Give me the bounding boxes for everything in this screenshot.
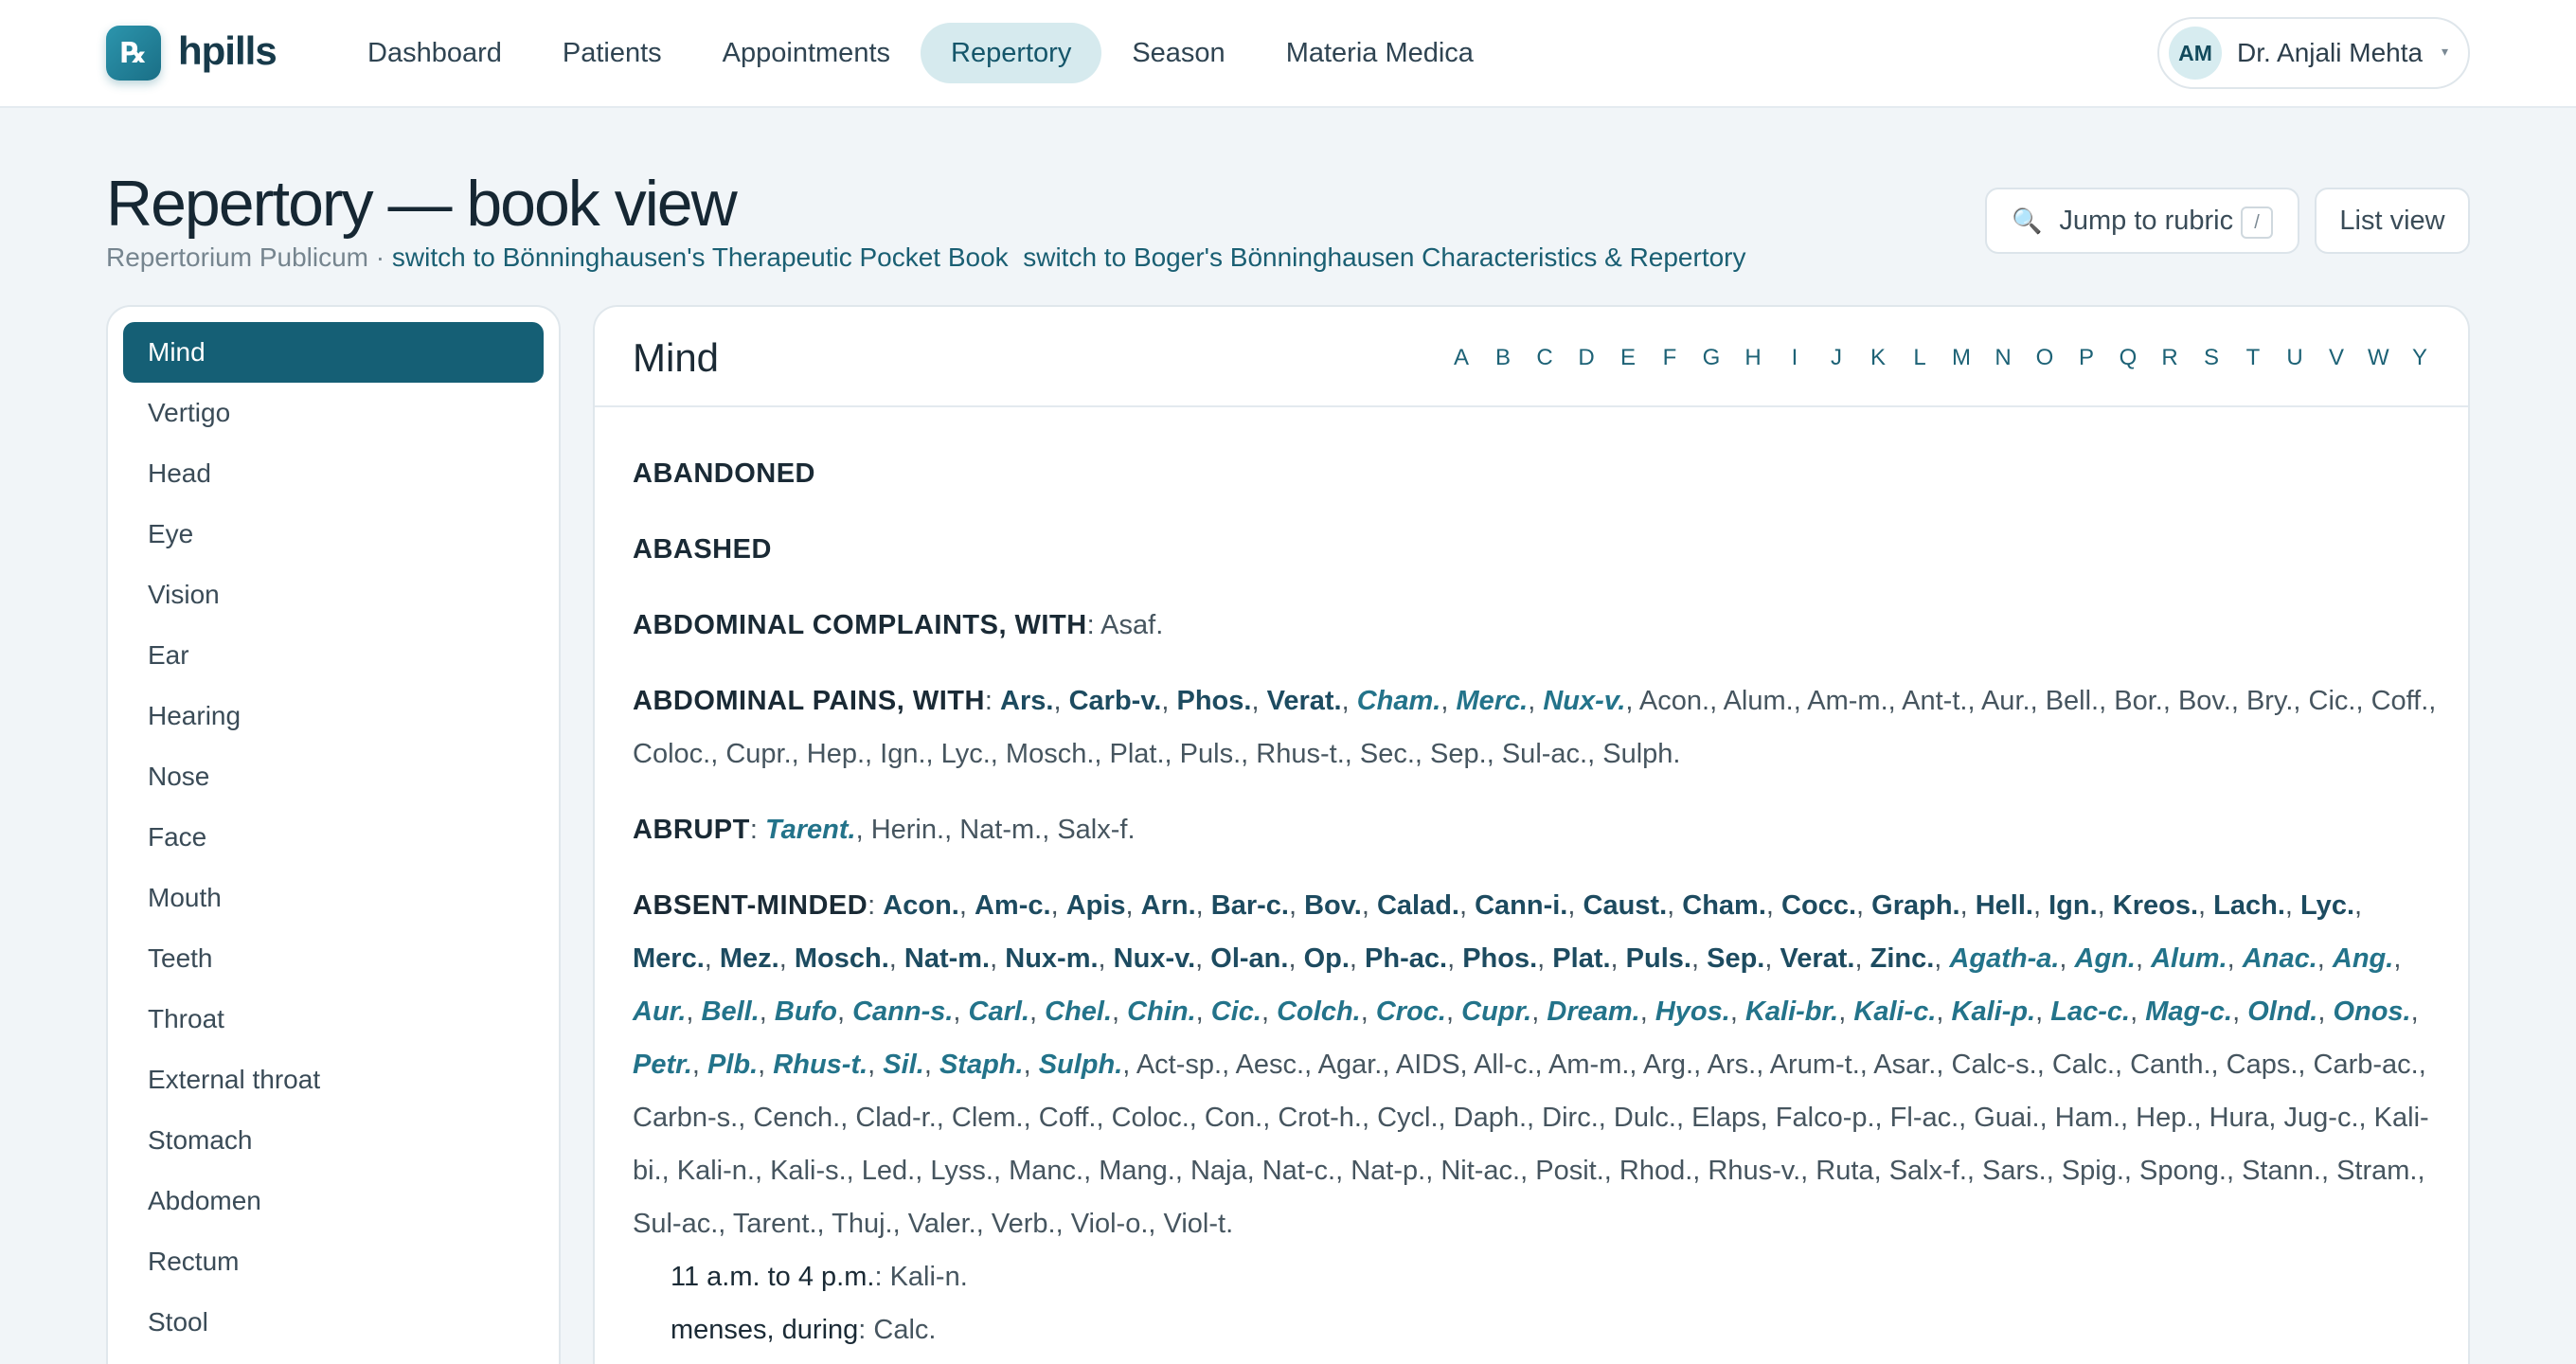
remedy-link[interactable]: Viol-o. [1070, 1209, 1149, 1239]
remedy-link[interactable]: Sul-ac. [1501, 739, 1588, 769]
remedy-link[interactable]: Cic. [2308, 686, 2356, 716]
remedy-link[interactable]: Act-sp. [1136, 1050, 1223, 1080]
shortcut-key: / [2241, 206, 2273, 239]
brand-name[interactable]: hpills [178, 28, 277, 73]
chapter-header [595, 307, 2468, 407]
remedy-link[interactable]: Ign. [2048, 890, 2098, 921]
remedy-link[interactable]: Coff. [2370, 686, 2429, 716]
remedy-link[interactable]: Bell. [2045, 686, 2100, 716]
jump-to-rubric-button[interactable] [1985, 188, 2299, 254]
remedy-link[interactable]: Sul-ac. [633, 1209, 719, 1239]
remedy-link[interactable]: Acon. [883, 890, 959, 921]
remedy-link[interactable]: Anac. [2242, 943, 2317, 974]
switch-book-link-1[interactable]: switch to Bönninghausen's Therapeutic Pocket Book [391, 242, 1009, 272]
remedy-link[interactable]: Naja [1190, 1156, 1247, 1186]
remedy-link[interactable]: Rhod. [1619, 1156, 1693, 1186]
letter-link-m[interactable]: M [1952, 345, 1971, 370]
nav-tab-appointments[interactable]: Appointments [722, 38, 890, 68]
remedy-link[interactable]: Stann. [2242, 1156, 2321, 1186]
remedy-link[interactable]: Nux-v. [1543, 686, 1626, 716]
remedy-link[interactable]: Bell. [701, 996, 760, 1027]
top-navbar [0, 0, 2576, 108]
remedy-link[interactable]: Verb. [991, 1209, 1056, 1239]
rubric-name[interactable]: ABRUPT [633, 815, 750, 845]
remedy-link[interactable]: Fl-ac. [1889, 1103, 1959, 1133]
remedy-link[interactable]: Ang. [2332, 943, 2394, 974]
remedy-link[interactable]: Bufo [774, 996, 837, 1027]
nav-tab-dashboard[interactable]: Dashboard [367, 38, 502, 68]
remedy-link[interactable]: Am-m. [1548, 1050, 1630, 1080]
remedy-link[interactable]: Viol-t. [1163, 1209, 1234, 1239]
remedy-link[interactable]: Colch. [1277, 996, 1361, 1027]
remedy-link[interactable]: Spig. [2061, 1156, 2124, 1186]
remedy-link[interactable]: Salx-f. [1888, 1156, 1967, 1186]
alphabet-index [1430, 345, 2430, 371]
remedy-link[interactable]: Hyos. [1655, 996, 1730, 1027]
remedy-link[interactable]: Sars. [1982, 1156, 2047, 1186]
letter-link-j[interactable]: J [1831, 345, 1842, 370]
letter-link-r[interactable]: R [2161, 345, 2178, 370]
remedy-link[interactable]: Guai. [1974, 1103, 2040, 1133]
remedy-link[interactable]: Cupr. [1461, 996, 1532, 1027]
remedy-link[interactable]: Kali-c. [1853, 996, 1937, 1027]
remedy-link[interactable]: Nat-m. [959, 815, 1043, 845]
remedy-link[interactable]: Ph-ac. [1365, 943, 1448, 974]
remedy-link[interactable]: Calc-s. [1951, 1050, 2037, 1080]
rubric-name[interactable]: ABSENT-MINDED [633, 890, 868, 921]
remedy-link[interactable]: Caust. [1583, 890, 1668, 921]
remedy-link[interactable]: Kali-n. [889, 1262, 968, 1292]
remedy-link[interactable]: Sulph. [1038, 1050, 1123, 1080]
letter-link-y[interactable]: Y [2411, 345, 2427, 370]
remedy-link[interactable]: Am-c. [974, 890, 1051, 921]
remedy-link[interactable]: Apis [1065, 890, 1126, 921]
remedy-link[interactable]: Hep. [2136, 1103, 2194, 1133]
nav-tab-materia-medica[interactable]: Materia Medica [1285, 38, 1474, 68]
remedy-link[interactable]: Lach. [2213, 890, 2285, 921]
remedy-link[interactable]: All-c. [1474, 1050, 1535, 1080]
remedy-link[interactable]: Arn. [1140, 890, 1196, 921]
remedy-link[interactable]: Crot-h. [1278, 1103, 1362, 1133]
sidebar-item-eye[interactable]: Eye [148, 519, 194, 548]
remedy-link[interactable]: Mosch. [1005, 739, 1095, 769]
remedy-link[interactable]: Arum-t. [1769, 1050, 1860, 1080]
subrubric-entry: menses, during: Calc. [671, 1315, 937, 1345]
user-name: Dr. Anjali Mehta [2237, 38, 2424, 67]
remedy-link[interactable]: Zinc. [1869, 943, 1935, 974]
remedy-link[interactable]: Asaf. [1100, 610, 1164, 640]
nav-tab-patients[interactable]: Patients [562, 38, 662, 68]
remedy-link[interactable]: Agn. [2074, 943, 2136, 974]
remedy-link[interactable]: Merc. [1456, 686, 1529, 716]
sidebar-item-ear[interactable]: Ear [148, 640, 189, 670]
remedy-link[interactable]: Op. [1303, 943, 1350, 974]
remedy-link[interactable]: Nat-m. [903, 943, 991, 974]
remedy-link[interactable]: Hura [2209, 1103, 2269, 1133]
letter-link-f[interactable]: F [1662, 345, 1677, 370]
remedy-link[interactable]: Carb-v. [1068, 686, 1162, 716]
avatar: AM [2169, 27, 2222, 80]
rubric-entry: ABRUPT: Tarent., Herin., Nat-m., Salx-f. [633, 815, 1136, 845]
letter-link-l[interactable]: L [1913, 345, 1926, 370]
remedy-link[interactable]: Carl. [968, 996, 1030, 1027]
letter-link-u[interactable]: U [2286, 345, 2303, 370]
remedy-link[interactable]: Onos. [2333, 996, 2411, 1027]
remedy-link[interactable]: Kali-p. [1951, 996, 2036, 1027]
remedy-link[interactable]: Cench. [753, 1103, 841, 1133]
letter-link-s[interactable]: S [2203, 345, 2219, 370]
remedy-link[interactable]: Hell. [1975, 890, 2033, 921]
letter-link-t[interactable]: T [2245, 345, 2261, 370]
remedy-link[interactable]: Clad-r. [855, 1103, 937, 1133]
remedy-link[interactable]: Aur. [633, 996, 687, 1027]
rubric-entry [633, 447, 2443, 500]
remedy-link[interactable]: Ant-t. [1902, 686, 1968, 716]
sidebar-item-throat[interactable]: Throat [148, 1004, 224, 1033]
sidebar-item-vertigo[interactable]: Vertigo [148, 398, 231, 427]
remedy-link[interactable]: Herin. [870, 815, 945, 845]
rubric-entry: ABDOMINAL COMPLAINTS, WITH: Asaf. [633, 610, 1164, 640]
remedy-link[interactable]: Aur. [1980, 686, 2030, 716]
logo-icon[interactable]: ℞ [106, 26, 161, 81]
letter-link-c[interactable]: C [1536, 345, 1553, 370]
rubric-entry: ABDOMINAL PAINS, WITH: Ars., Carb-v., Phos., Verat., Cham., Merc., Nux-v., Acon., Alum., Am-m., Ant-t., Aur., Bell., Bor., Bov., Bry., Cic., Coff., Coloc., Cupr., Hep., Ign., Lyc., Mosch., Plat., Puls., Rhus-t., Sec., Sep., Sul-ac., Sulph. [633, 686, 2437, 769]
remedy-link[interactable]: Con. [1204, 1103, 1263, 1133]
rubric-entry: ABSENT-MINDED: Acon., Am-c., Apis, Arn., Bar-c., Bov., Calad., Cann-i., Caust., Cham., Cocc., Graph., Hell., Ign., Kreos., Lach., Lyc., Merc., Mez., Mosch., Nat-m., Nux-m., Nux-v., Ol-an., Op., Ph-ac., Phos., Plat., Puls., Sep., Verat., Zinc., Agath-a., Agn., Alum., Anac., Ang., Aur., Bell., Bufo, Cann-s., Carl., Chel., Chin., Cic., Colch., Croc., Cupr., Dream., Hyos., Kali-br., Kali-c., Kali-p., Lac-c., Mag-c., Olnd., Onos., Petr., Plb., Rhus-t., Sil., Staph., Sulph., Act-sp., Aesc., Agar., AIDS, All-c., Am-m., Arg., Ars., Arum-t., Asar., Calc-s., Calc., Canth., Caps., Carb-ac., Carbn-s., Cench., Clad-r., Clem., Coff., Coloc., Con., Crot-h., Cycl., Daph., Dirc., Dulc., Elaps, Falco-p., Fl-ac., Guai., Ham., Hep., Hura, Jug-c., Kali-bi., Kali-n., Kali-s., Led., Lyss., Manc., Mang., Naja, Nat-c., Nat-p., Nit-ac., Posit., Rhod., Rhus-v., Ruta, Salx-f., Sars., Spig., Spong., Stann., Stram., Sul-ac., Tarent., Thuj., Valer., Verb., Viol-o., Viol-t. [633, 890, 2429, 1239]
remedy-link[interactable]: Ign. [880, 739, 926, 769]
remedy-link[interactable]: Carb-ac. [2313, 1050, 2419, 1080]
remedy-link[interactable]: Aesc. [1235, 1050, 1305, 1080]
remedy-link[interactable]: Bov. [2177, 686, 2231, 716]
remedy-link[interactable]: Coloc. [1111, 1103, 1190, 1133]
separator: · [375, 242, 385, 272]
rubric-entry [633, 523, 2443, 576]
remedy-link[interactable]: Cupr. [725, 739, 792, 769]
sidebar-item-face[interactable]: Face [148, 822, 207, 852]
remedy-link[interactable]: Kali-n. [676, 1156, 755, 1186]
remedy-link[interactable]: Asar. [1873, 1050, 1937, 1080]
remedy-link[interactable]: Cic. [1210, 996, 1261, 1027]
remedy-link[interactable]: AIDS [1395, 1050, 1460, 1080]
remedy-link[interactable]: Cham. [1356, 686, 1441, 716]
rubric-name[interactable]: ABDOMINAL PAINS, WITH [633, 686, 985, 716]
rubric-name[interactable]: ABDOMINAL COMPLAINTS, WITH [633, 610, 1087, 640]
remedy-link[interactable]: Plat. [1552, 943, 1611, 974]
remedy-link[interactable]: Led. [861, 1156, 916, 1186]
subrubric-entry: 11 a.m. to 4 p.m.: Kali-n. [671, 1262, 968, 1292]
remedy-link[interactable]: Valer. [907, 1209, 976, 1239]
remedy-link[interactable]: Mosch. [794, 943, 889, 974]
letter-link-v[interactable]: V [2328, 345, 2344, 370]
remedy-link[interactable]: Kali-bi. [633, 1103, 2429, 1186]
remedy-link[interactable]: Cann-i. [1475, 890, 1568, 921]
letter-link-k[interactable]: K [1869, 345, 1886, 370]
jump-label: Jump to rubric [2059, 205, 2234, 236]
letter-link-a[interactable]: A [1453, 345, 1469, 370]
remedy-link[interactable]: Bry. [2245, 686, 2294, 716]
list-view-button[interactable]: List view [2315, 188, 2470, 254]
sidebar-item-hearing[interactable]: Hearing [148, 701, 242, 730]
remedy-link[interactable]: Puls. [1625, 943, 1691, 974]
subrubric-name[interactable]: menses, during [671, 1315, 859, 1345]
remedy-link[interactable]: Graph. [1871, 890, 1960, 921]
remedy-link[interactable]: Bov. [1304, 890, 1362, 921]
remedy-link[interactable]: Ol-an. [1210, 943, 1289, 974]
remedy-link[interactable]: Elaps [1691, 1103, 1761, 1133]
remedy-link[interactable]: Mang. [1099, 1156, 1175, 1186]
remedy-link[interactable]: Hep. [806, 739, 866, 769]
rubric-name[interactable]: ABANDONED [633, 458, 815, 489]
remedy-link[interactable]: Sec. [1359, 739, 1415, 769]
letter-link-o[interactable]: O [2035, 345, 2054, 370]
remedy-link[interactable]: Chin. [1127, 996, 1196, 1027]
remedy-link[interactable]: Rhus-t. [773, 1050, 868, 1080]
subrubric-list [633, 1250, 2443, 1356]
remedy-link[interactable]: Agath-a. [1949, 943, 2060, 974]
remedy-link[interactable]: Petr. [633, 1050, 692, 1080]
remedy-link[interactable]: Sil. [883, 1050, 924, 1080]
remedy-link[interactable]: Merc. [633, 943, 705, 974]
sidebar-item-teeth[interactable]: Teeth [148, 943, 213, 973]
remedy-link[interactable]: Cann-s. [852, 996, 954, 1027]
remedy-link[interactable]: Acon. [1638, 686, 1710, 716]
letter-link-p[interactable]: P [2078, 345, 2094, 370]
page-title: Repertory — book view [106, 168, 736, 240]
remedy-link[interactable]: Kali-br. [1744, 996, 1839, 1027]
remedy-link[interactable]: Verat. [1266, 686, 1342, 716]
remedy-link[interactable]: Tarent. [764, 815, 856, 845]
main-nav [337, 23, 1504, 83]
remedy-link[interactable]: Carbn-s. [633, 1103, 739, 1133]
remedy-link[interactable]: Thuj. [832, 1209, 893, 1239]
remedy-link[interactable]: Lyss. [930, 1156, 993, 1186]
sidebar-item-stool[interactable]: Stool [148, 1307, 208, 1337]
remedy-link[interactable]: Alum. [2151, 943, 2227, 974]
remedy-link[interactable]: Bar-c. [1210, 890, 1289, 921]
remedy-link[interactable]: Daph. [1453, 1103, 1528, 1133]
remedy-link[interactable]: Posit. [1535, 1156, 1604, 1186]
remedy-link[interactable]: Alum. [1723, 686, 1794, 716]
letter-link-b[interactable]: B [1494, 345, 1511, 370]
letter-link-q[interactable]: Q [2119, 345, 2138, 370]
remedy-link[interactable]: Coloc. [633, 739, 711, 769]
remedy-link[interactable]: Ruta [1816, 1156, 1874, 1186]
remedy-link[interactable]: Calad. [1376, 890, 1459, 921]
remedy-link[interactable]: Ars. [1707, 1050, 1757, 1080]
sidebar-item-abdomen[interactable]: Abdomen [148, 1186, 261, 1215]
remedy-link[interactable]: Caps. [2226, 1050, 2299, 1080]
remedy-link[interactable]: Nux-m. [1005, 943, 1099, 974]
remedy-link[interactable]: Staph. [939, 1050, 1024, 1080]
chapter-sidebar [106, 305, 561, 1364]
remedy-link[interactable]: Clem. [951, 1103, 1024, 1133]
remedy-link[interactable]: Calc. [873, 1315, 937, 1345]
sidebar-item-rectum[interactable]: Rectum [148, 1247, 240, 1276]
remedy-link[interactable]: Sep. [1430, 739, 1487, 769]
sidebar-item-external-throat[interactable]: External throat [148, 1065, 321, 1094]
current-book: Repertorium Publicum [106, 242, 368, 272]
remedy-link[interactable]: Arg. [1642, 1050, 1694, 1080]
remedy-link[interactable]: Bor. [2114, 686, 2163, 716]
remedy-link[interactable]: Rhus-t. [1256, 739, 1345, 769]
remedy-link[interactable]: Rhus-v. [1708, 1156, 1801, 1186]
letter-link-i[interactable]: I [1791, 345, 1798, 370]
remedy-link[interactable]: Lyc. [2300, 890, 2354, 921]
remedy-link[interactable]: Sep. [1707, 943, 1765, 974]
remedy-link[interactable]: Tarent. [732, 1209, 817, 1239]
user-menu-button[interactable] [2157, 17, 2470, 89]
remedy-link[interactable]: Salx-f. [1057, 815, 1136, 845]
remedy-link[interactable]: Cocc. [1781, 890, 1857, 921]
remedy-link[interactable]: Ars. [1000, 686, 1054, 716]
search-icon: 🔍 [2012, 206, 2043, 235]
remedy-link[interactable]: Sulph. [1602, 739, 1681, 769]
subrubric-name[interactable]: 11 a.m. to 4 p.m. [671, 1262, 875, 1292]
sidebar-item-stomach[interactable]: Stomach [148, 1125, 253, 1155]
rubric-list [633, 447, 2443, 1356]
book-source-line [106, 242, 1746, 273]
letter-link-d[interactable]: D [1578, 345, 1595, 370]
remedy-link[interactable]: Stram. [2336, 1156, 2418, 1186]
remedy-link[interactable]: Nat-p. [1351, 1156, 1426, 1186]
remedy-link[interactable]: Agar. [1317, 1050, 1383, 1080]
remedy-link[interactable]: Manc. [1009, 1156, 1084, 1186]
switch-book-link-2[interactable]: switch to Boger's Bönninghausen Characteristics & Repertory [1023, 242, 1746, 272]
remedy-link[interactable]: Am-m. [1807, 686, 1888, 716]
chapter-title: Mind [633, 335, 720, 380]
remedy-link[interactable]: Ham. [2054, 1103, 2121, 1133]
chevron-down-icon: ▾ [2442, 44, 2449, 59]
remedy-link[interactable]: Phos. [1176, 686, 1252, 716]
remedy-link[interactable]: Chel. [1045, 996, 1113, 1027]
remedy-link[interactable]: Nat-c. [1261, 1156, 1336, 1186]
sidebar-item-mouth[interactable]: Mouth [148, 883, 222, 912]
remedy-link[interactable]: Kreos. [2112, 890, 2199, 921]
remedy-link[interactable]: Nux-v. [1113, 943, 1196, 974]
book-panel [593, 305, 2470, 1364]
remedy-link[interactable]: Kali-s. [770, 1156, 847, 1186]
sidebar-item-nose[interactable]: Nose [148, 762, 210, 791]
remedy-link[interactable]: Verat. [1780, 943, 1855, 974]
remedy-link[interactable]: Phos. [1462, 943, 1538, 974]
remedy-link[interactable]: Dulc. [1613, 1103, 1676, 1133]
sidebar-item-vision[interactable]: Vision [148, 580, 220, 609]
remedy-link[interactable]: Olnd. [2247, 996, 2318, 1027]
remedy-link[interactable]: Nit-ac. [1440, 1156, 1521, 1186]
remedy-link[interactable]: Puls. [1179, 739, 1242, 769]
remedy-link[interactable]: Croc. [1375, 996, 1446, 1027]
remedy-link[interactable]: Falco-p. [1775, 1103, 1875, 1133]
letter-link-n[interactable]: N [1995, 345, 2012, 370]
remedy-link[interactable]: Lac-c. [2050, 996, 2131, 1027]
remedy-link[interactable]: Jug-c. [2283, 1103, 2359, 1133]
letter-link-g[interactable]: G [1702, 345, 1721, 370]
remedy-link[interactable]: Cham. [1682, 890, 1766, 921]
nav-tab-repertory[interactable]: Repertory [921, 23, 1101, 83]
remedy-link[interactable]: Plb. [707, 1050, 759, 1080]
letter-link-h[interactable]: H [1744, 345, 1762, 370]
sidebar-item-head[interactable]: Head [148, 458, 211, 488]
remedy-link[interactable]: Calc. [2051, 1050, 2115, 1080]
letter-link-w[interactable]: W [2368, 345, 2389, 370]
remedy-link[interactable]: Dirc. [1542, 1103, 1599, 1133]
letter-link-e[interactable]: E [1619, 345, 1636, 370]
remedy-link[interactable]: Spong. [2139, 1156, 2227, 1186]
remedy-link[interactable]: Coff. [1038, 1103, 1097, 1133]
remedy-link[interactable]: Plat. [1109, 739, 1165, 769]
sidebar-item-mind[interactable]: Mind [123, 322, 544, 383]
remedy-link[interactable]: Mag-c. [2145, 996, 2233, 1027]
remedy-link[interactable]: Cycl. [1377, 1103, 1439, 1133]
remedy-link[interactable]: Lyc. [940, 739, 991, 769]
remedy-link[interactable]: Mez. [719, 943, 779, 974]
nav-tab-season[interactable]: Season [1132, 38, 1225, 68]
remedy-link[interactable]: Canth. [2130, 1050, 2211, 1080]
remedy-link[interactable]: Dream. [1547, 996, 1640, 1027]
rubric-name[interactable]: ABASHED [633, 534, 772, 565]
